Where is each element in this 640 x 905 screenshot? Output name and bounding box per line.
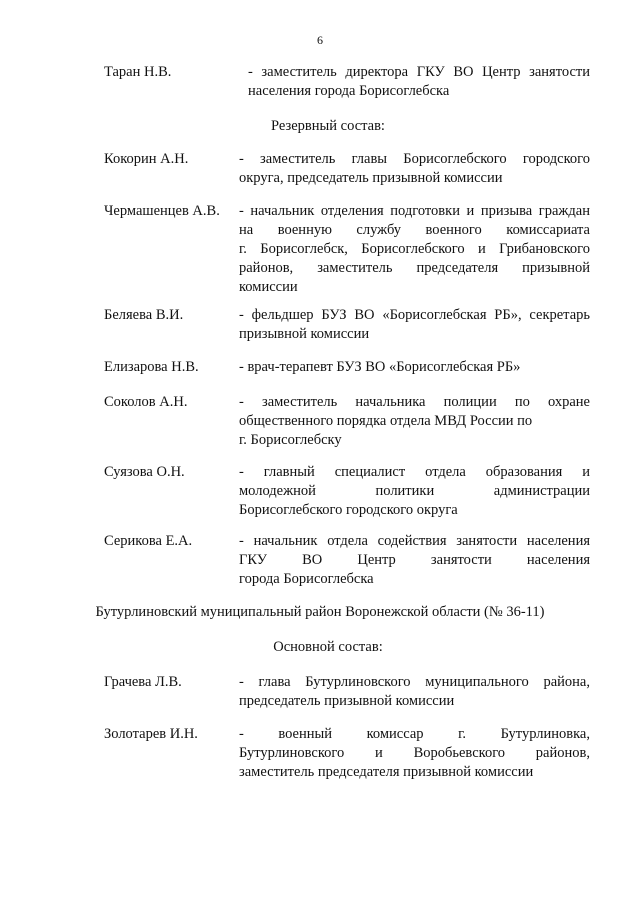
position-line: ГКУ ВО Центр занятости населения xyxy=(239,552,590,568)
member-position xyxy=(248,63,590,101)
position-line: - начальник отделения подготовки и призыва граждан xyxy=(239,203,590,219)
member-name: Беляева В.И. xyxy=(104,307,184,323)
position-line: - глава Бутурлиновского муниципального района, xyxy=(239,674,590,690)
member-position xyxy=(239,463,590,520)
member-position xyxy=(239,393,590,450)
member-position xyxy=(239,673,590,711)
position-line: - начальник отдела содействия занятости населения xyxy=(239,533,590,549)
member-name: Суязова О.Н. xyxy=(104,464,185,480)
member-position xyxy=(239,306,590,344)
position-line: председатель призывной комиссии xyxy=(239,693,455,709)
position-line: - врач-терапевт БУЗ ВО «Борисоглебская РБ» xyxy=(239,359,521,375)
position-line: города Борисоглебска xyxy=(239,571,374,587)
district-heading: Бутурлиновский муниципальный район Воронежской области (№ 36-11) xyxy=(95,604,545,620)
member-name: Серикова Е.А. xyxy=(104,533,193,549)
position-line: на военную службу военного комиссариата xyxy=(239,222,590,238)
member-name: Грачева Л.В. xyxy=(104,674,182,690)
member-name: Елизарова Н.В. xyxy=(104,359,199,375)
reserve-heading: Резервный состав: xyxy=(271,118,385,134)
member-name: Чермашенцев А.В. xyxy=(104,203,220,219)
position-line: - военный комиссар г. Бутурлиновка, xyxy=(239,726,590,742)
position-line: - фельдшер БУЗ ВО «Борисоглебская РБ», секретарь xyxy=(239,307,590,323)
member-position xyxy=(239,725,590,782)
position-line: - главный специалист отдела образования и xyxy=(239,464,590,480)
position-line: - заместитель начальника полиции по охране xyxy=(239,394,590,410)
position-line: Бутурлиновского и Воробьевского районов, xyxy=(239,745,590,761)
member-name: Золотарев И.Н. xyxy=(104,726,198,742)
position-line: округа, председатель призывной комиссии xyxy=(239,170,503,186)
position-line: - заместитель директора ГКУ ВО Центр занятости xyxy=(248,64,590,80)
position-line: Борисоглебского городского округа xyxy=(239,502,458,518)
position-line: общественного порядка отдела МВД России по xyxy=(239,413,533,429)
position-line: г. Борисоглебск, Борисоглебского и Грибановского xyxy=(239,241,590,257)
position-line: населения города Борисоглебска xyxy=(248,83,450,99)
member-position xyxy=(239,532,590,589)
main-heading: Основной состав: xyxy=(273,639,383,655)
position-line: - заместитель главы Борисоглебского городского xyxy=(239,151,590,167)
member-position xyxy=(239,150,590,188)
position-line: заместитель председателя призывной комиссии xyxy=(239,764,534,780)
position-line: комиссии xyxy=(239,279,298,295)
member-name: Кокорин А.Н. xyxy=(104,151,189,167)
position-line: г. Борисоглебску xyxy=(239,432,342,448)
position-line: молодежной политики администрации xyxy=(239,483,590,499)
page-number: 6 xyxy=(317,33,323,47)
position-line: призывной комиссии xyxy=(239,326,370,342)
position-line: районов, заместитель председателя призывной xyxy=(239,260,590,276)
member-position xyxy=(239,202,590,297)
member-position xyxy=(239,358,590,377)
member-name: Таран Н.В. xyxy=(104,64,172,80)
member-name: Соколов А.Н. xyxy=(104,394,188,410)
